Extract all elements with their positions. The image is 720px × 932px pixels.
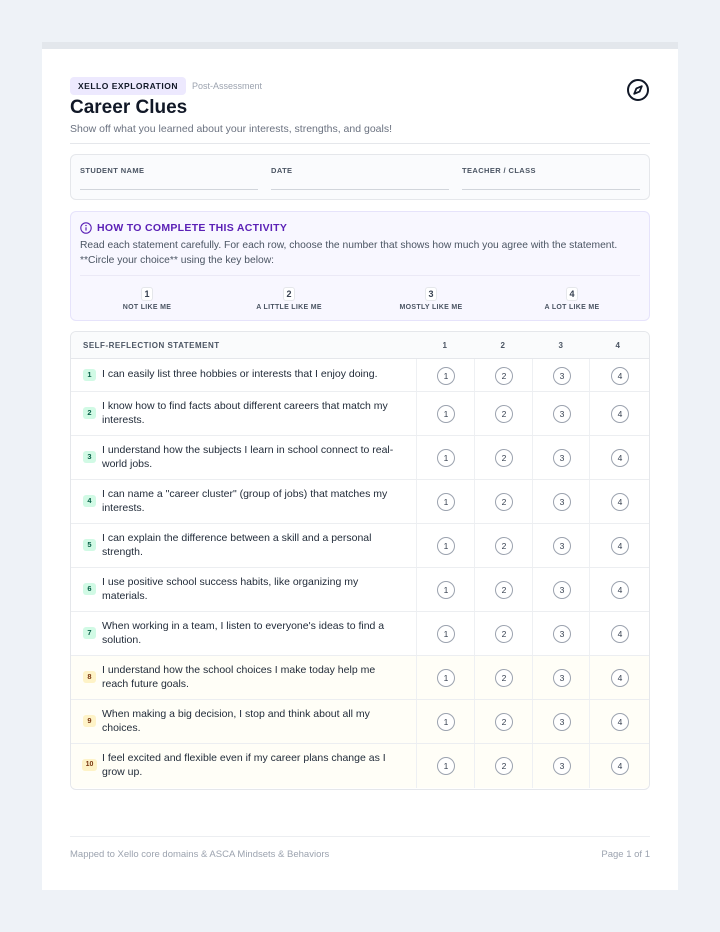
rating-option-4[interactable]: 4 bbox=[611, 757, 629, 775]
rating-option-1[interactable]: 1 bbox=[437, 449, 455, 467]
assessment-type: Post-Assessment bbox=[191, 81, 262, 91]
rating-option-3[interactable]: 3 bbox=[553, 449, 571, 467]
rating-option-1[interactable]: 1 bbox=[437, 625, 455, 643]
rating-option-3[interactable]: 3 bbox=[553, 405, 571, 423]
rating-option-4[interactable]: 4 bbox=[611, 367, 629, 385]
rating-option-3[interactable]: 3 bbox=[553, 757, 571, 775]
rating-option-2[interactable]: 2 bbox=[495, 581, 513, 599]
rating-option-4[interactable]: 4 bbox=[611, 537, 629, 555]
rating-option-2[interactable]: 2 bbox=[495, 757, 513, 775]
student-name-line bbox=[80, 189, 258, 190]
key-item-2 bbox=[219, 284, 359, 311]
rating-cell bbox=[474, 656, 532, 699]
header-divider bbox=[70, 143, 650, 144]
key-label: MOSTLY LIKE ME bbox=[399, 304, 463, 311]
column-header-3: 3 bbox=[558, 341, 564, 350]
table-row bbox=[71, 392, 649, 436]
rating-option-2[interactable]: 2 bbox=[495, 537, 513, 555]
table-row bbox=[71, 480, 649, 524]
statement-number: 4 bbox=[83, 495, 96, 507]
rating-option-3[interactable]: 3 bbox=[553, 493, 571, 511]
compass-icon bbox=[626, 78, 650, 102]
statement-text: When working in a team, I listen to everyone's ideas to find a solution. bbox=[102, 620, 385, 646]
instructions-divider bbox=[80, 275, 640, 276]
rating-option-4[interactable]: 4 bbox=[611, 581, 629, 599]
key-number: 1 bbox=[141, 287, 152, 301]
rating-option-4[interactable]: 4 bbox=[611, 405, 629, 423]
rating-cell bbox=[474, 524, 532, 567]
table-row bbox=[71, 656, 649, 700]
table-row bbox=[71, 436, 649, 480]
rating-option-1[interactable]: 1 bbox=[437, 537, 455, 555]
rating-cell bbox=[416, 524, 474, 567]
header-tag-row bbox=[70, 77, 262, 95]
date-field[interactable] bbox=[271, 166, 449, 175]
rating-option-4[interactable]: 4 bbox=[611, 669, 629, 687]
instructions-line-1: Read each statement carefully. For each row, choose the number that shows how much you agree with the statement. bbox=[80, 240, 618, 251]
rating-cell bbox=[416, 744, 474, 788]
table-row bbox=[71, 568, 649, 612]
key-item-3 bbox=[361, 284, 501, 311]
instructions-header bbox=[80, 222, 287, 234]
key-label: NOT LIKE ME bbox=[122, 304, 172, 311]
statement-number: 2 bbox=[83, 407, 96, 419]
rating-option-2[interactable]: 2 bbox=[495, 449, 513, 467]
statement-text: I know how to find facts about different careers that match my interests. bbox=[102, 400, 388, 426]
rating-cell bbox=[532, 480, 589, 523]
key-item-4 bbox=[502, 284, 642, 311]
rating-option-1[interactable]: 1 bbox=[437, 669, 455, 687]
teacher-class-line bbox=[462, 189, 640, 190]
rating-option-2[interactable]: 2 bbox=[495, 493, 513, 511]
date-label: DATE bbox=[271, 166, 293, 175]
rating-cell bbox=[416, 568, 474, 611]
statement-column-header: SELF-REFLECTION STATEMENT bbox=[83, 341, 220, 350]
rating-option-1[interactable]: 1 bbox=[437, 713, 455, 731]
column-header-4: 4 bbox=[615, 341, 621, 350]
rating-option-1[interactable]: 1 bbox=[437, 757, 455, 775]
rating-cell bbox=[474, 700, 532, 743]
statement-text: I use positive school success habits, like organizing my materials. bbox=[102, 576, 359, 602]
statement-text: I can explain the difference between a skill and a personal strength. bbox=[102, 532, 372, 558]
rating-option-4[interactable]: 4 bbox=[611, 625, 629, 643]
rating-cell bbox=[416, 359, 474, 391]
statement-text: I can name a "career cluster" (group of jobs) that matches my interests. bbox=[102, 488, 388, 514]
rating-option-2[interactable]: 2 bbox=[495, 405, 513, 423]
column-header-1: 1 bbox=[442, 341, 448, 350]
instructions-title: HOW TO COMPLETE THIS ACTIVITY bbox=[97, 222, 288, 234]
rating-option-1[interactable]: 1 bbox=[437, 405, 455, 423]
rating-cell bbox=[474, 359, 532, 391]
rating-cell bbox=[589, 480, 649, 523]
statement-number: 9 bbox=[83, 715, 96, 727]
rating-cell bbox=[589, 359, 649, 391]
rating-option-1[interactable]: 1 bbox=[437, 581, 455, 599]
footer-divider bbox=[70, 836, 650, 837]
rating-option-4[interactable]: 4 bbox=[611, 493, 629, 511]
rating-cell bbox=[416, 392, 474, 435]
page-subtitle: Show off what you learned about your interests, strengths, and goals! bbox=[70, 123, 393, 135]
rating-option-2[interactable]: 2 bbox=[495, 367, 513, 385]
rating-cell bbox=[589, 656, 649, 699]
statement-number: 1 bbox=[83, 369, 96, 381]
key-label: A LOT LIKE ME bbox=[544, 304, 600, 311]
key-number: 2 bbox=[283, 287, 294, 301]
statement-number: 7 bbox=[83, 627, 96, 639]
instructions-box bbox=[70, 211, 650, 321]
rating-cell bbox=[532, 744, 589, 788]
instructions-line-2: **Circle your choice** using the key below: bbox=[80, 255, 275, 266]
self-reflection-table bbox=[70, 331, 650, 790]
key-item-1 bbox=[77, 284, 217, 311]
info-icon bbox=[80, 222, 92, 234]
footer-standards: Mapped to Xello core domains & ASCA Mindsets & Behaviors bbox=[70, 849, 330, 860]
rating-cell bbox=[589, 744, 649, 788]
rating-option-3[interactable]: 3 bbox=[553, 581, 571, 599]
rating-cell bbox=[474, 436, 532, 479]
statement-number: 6 bbox=[83, 583, 96, 595]
table-row bbox=[71, 612, 649, 656]
rating-cell bbox=[589, 524, 649, 567]
table-row bbox=[71, 524, 649, 568]
rating-option-1[interactable]: 1 bbox=[437, 367, 455, 385]
rating-cell bbox=[589, 612, 649, 655]
rating-cell bbox=[474, 480, 532, 523]
page-number: Page 1 of 1 bbox=[601, 849, 650, 860]
rating-cell bbox=[532, 436, 589, 479]
program-chip: XELLO EXPLORATION bbox=[70, 77, 186, 95]
rating-option-4[interactable]: 4 bbox=[611, 713, 629, 731]
rating-cell bbox=[589, 700, 649, 743]
rating-cell bbox=[532, 524, 589, 567]
rating-cell bbox=[589, 392, 649, 435]
instructions-text bbox=[80, 238, 640, 268]
key-number: 3 bbox=[425, 287, 436, 301]
key-label: A LITTLE LIKE ME bbox=[256, 304, 322, 311]
rating-cell bbox=[532, 700, 589, 743]
column-header-2: 2 bbox=[500, 341, 506, 350]
rating-option-3[interactable]: 3 bbox=[553, 669, 571, 687]
rating-option-3[interactable]: 3 bbox=[553, 537, 571, 555]
rating-option-3[interactable]: 3 bbox=[553, 625, 571, 643]
statement-text: I understand how the school choices I make today help me reach future goals. bbox=[102, 664, 376, 690]
rating-cell bbox=[589, 568, 649, 611]
student-info-box bbox=[70, 154, 650, 200]
rating-option-4[interactable]: 4 bbox=[611, 449, 629, 467]
worksheet-page bbox=[42, 42, 678, 890]
rating-cell bbox=[474, 744, 532, 788]
page-title: Career Clues bbox=[70, 97, 188, 118]
statement-number: 10 bbox=[82, 759, 97, 771]
rating-cell bbox=[474, 612, 532, 655]
rating-option-2[interactable]: 2 bbox=[495, 713, 513, 731]
table-row bbox=[71, 744, 649, 788]
table-row bbox=[71, 700, 649, 744]
student-name-label: STUDENT NAME bbox=[80, 166, 145, 175]
rating-cell bbox=[416, 700, 474, 743]
rating-cell bbox=[416, 480, 474, 523]
rating-cell bbox=[416, 656, 474, 699]
rating-cell bbox=[532, 568, 589, 611]
rating-cell bbox=[532, 359, 589, 391]
teacher-class-field[interactable] bbox=[462, 166, 640, 175]
student-name-field[interactable] bbox=[80, 166, 258, 175]
table-row bbox=[71, 359, 649, 392]
rating-cell bbox=[416, 612, 474, 655]
rating-cell bbox=[474, 392, 532, 435]
rating-cell bbox=[532, 612, 589, 655]
rating-option-2[interactable]: 2 bbox=[495, 669, 513, 687]
rating-cell bbox=[589, 436, 649, 479]
rating-option-3[interactable]: 3 bbox=[553, 713, 571, 731]
rating-option-3[interactable]: 3 bbox=[553, 367, 571, 385]
statement-text: I understand how the subjects I learn in school connect to real-world jobs. bbox=[102, 444, 394, 470]
rating-cell bbox=[474, 568, 532, 611]
statement-number: 5 bbox=[83, 539, 96, 551]
rating-cell bbox=[532, 392, 589, 435]
rating-option-1[interactable]: 1 bbox=[437, 493, 455, 511]
rating-cell bbox=[532, 656, 589, 699]
statement-number: 8 bbox=[83, 671, 96, 683]
rating-option-2[interactable]: 2 bbox=[495, 625, 513, 643]
teacher-class-label: TEACHER / CLASS bbox=[462, 166, 536, 175]
statement-text: When making a big decision, I stop and think about all my choices. bbox=[102, 708, 370, 734]
date-line bbox=[271, 189, 449, 190]
statement-text: I can easily list three hobbies or interests that I enjoy doing. bbox=[102, 368, 378, 380]
key-number: 4 bbox=[566, 287, 577, 301]
statement-text: I feel excited and flexible even if my career plans change as I grow up. bbox=[102, 752, 386, 778]
page-top-bar bbox=[42, 42, 678, 49]
rating-cell bbox=[416, 436, 474, 479]
table-header bbox=[71, 332, 649, 359]
statement-number: 3 bbox=[83, 451, 96, 463]
